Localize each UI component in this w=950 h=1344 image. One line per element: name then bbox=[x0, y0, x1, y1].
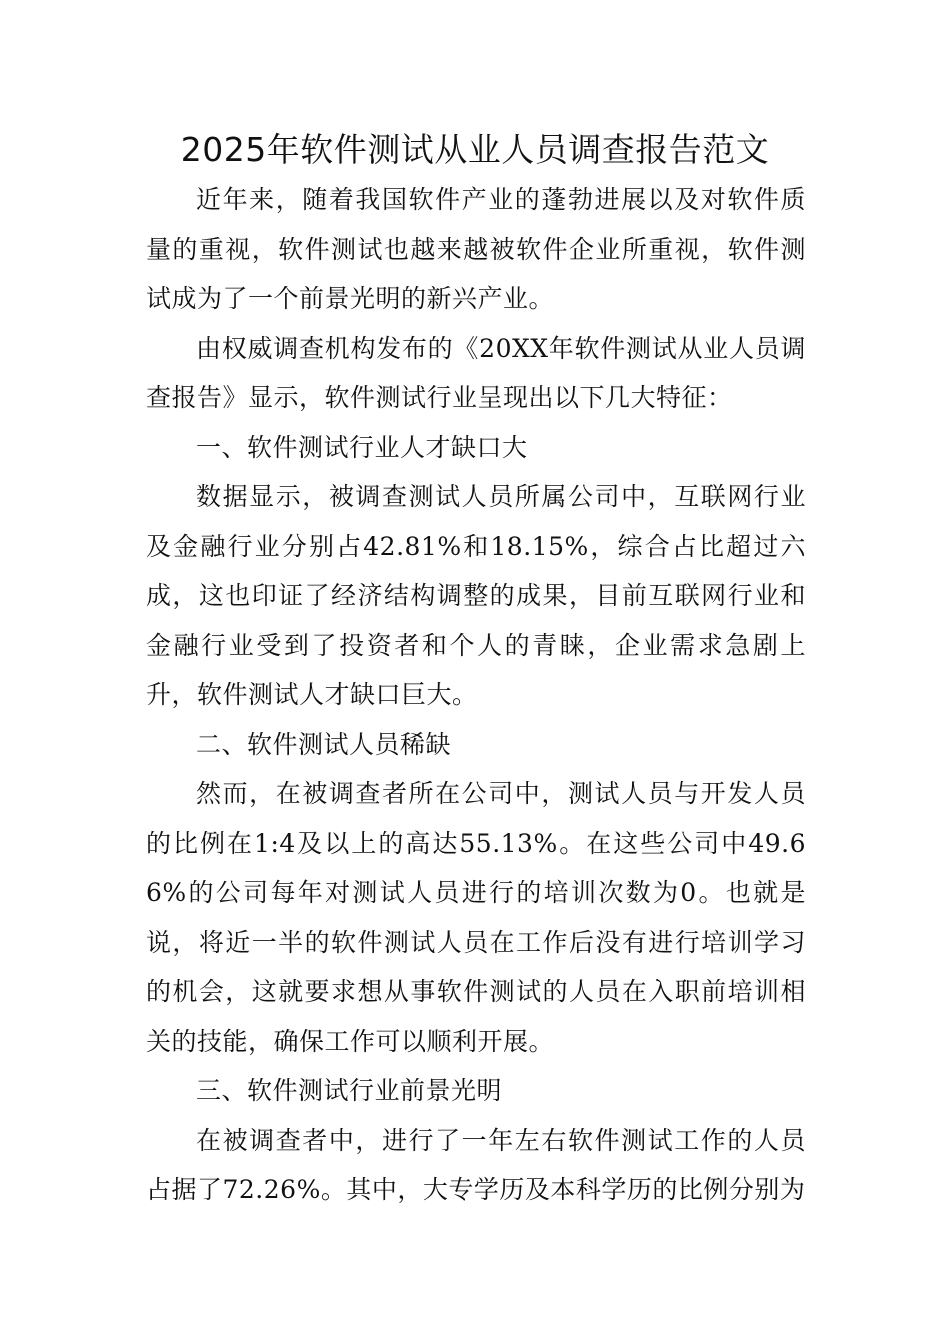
document-body bbox=[146, 175, 806, 1215]
document-title: 2025年软件测试从业人员调查报告范文 bbox=[180, 130, 770, 169]
paragraph-outlook: 在被调查者中，进行了一年左右软件测试工作的人员占据了72.26%。其中，大专学历及本科学历的比例分别为 bbox=[146, 1125, 806, 1204]
paragraph-talent-gap: 数据显示，被调查测试人员所属公司中，互联网行业及金融行业分别占42.81%和18.15%，综合占比超过六成，这也印证了经济结构调整的成果，目前互联网行业和金融行业受到了投资者和个人的青睐，企业需求急剧上升，软件测试人才缺口巨大。 bbox=[146, 482, 806, 709]
paragraph-staff-scarcity: 然而，在被调查者所在公司中，测试人员与开发人员的比例在1:4及以上的高达55.13%。在这些公司中49.66%的公司每年对测试人员进行的培训次数为0。也就是说，将近一半的软件测试人员在工作后没有进行培训学习的机会，这就要求想从事软件测试的人员在入职前培训相关的技能，确保工作可以顺利开展。 bbox=[146, 779, 806, 1056]
section-heading-outlook: 三、软件测试行业前景光明 bbox=[196, 1076, 503, 1105]
section-heading-talent-gap: 一、软件测试行业人才缺口大 bbox=[196, 432, 528, 462]
section-heading-staff-scarcity: 二、软件测试人员稀缺 bbox=[196, 729, 452, 759]
paragraph-report-source: 由权威调查机构发布的《20XX年软件测试从业人员调查报告》显示，软件测试行业呈现出以下几大特征： bbox=[146, 333, 806, 412]
paragraph-intro: 近年来，随着我国软件产业的蓬勃进展以及对软件质量的重视，软件测试也越来越被软件企业所重视，软件测试成为了一个前景光明的新兴产业。 bbox=[146, 185, 806, 313]
